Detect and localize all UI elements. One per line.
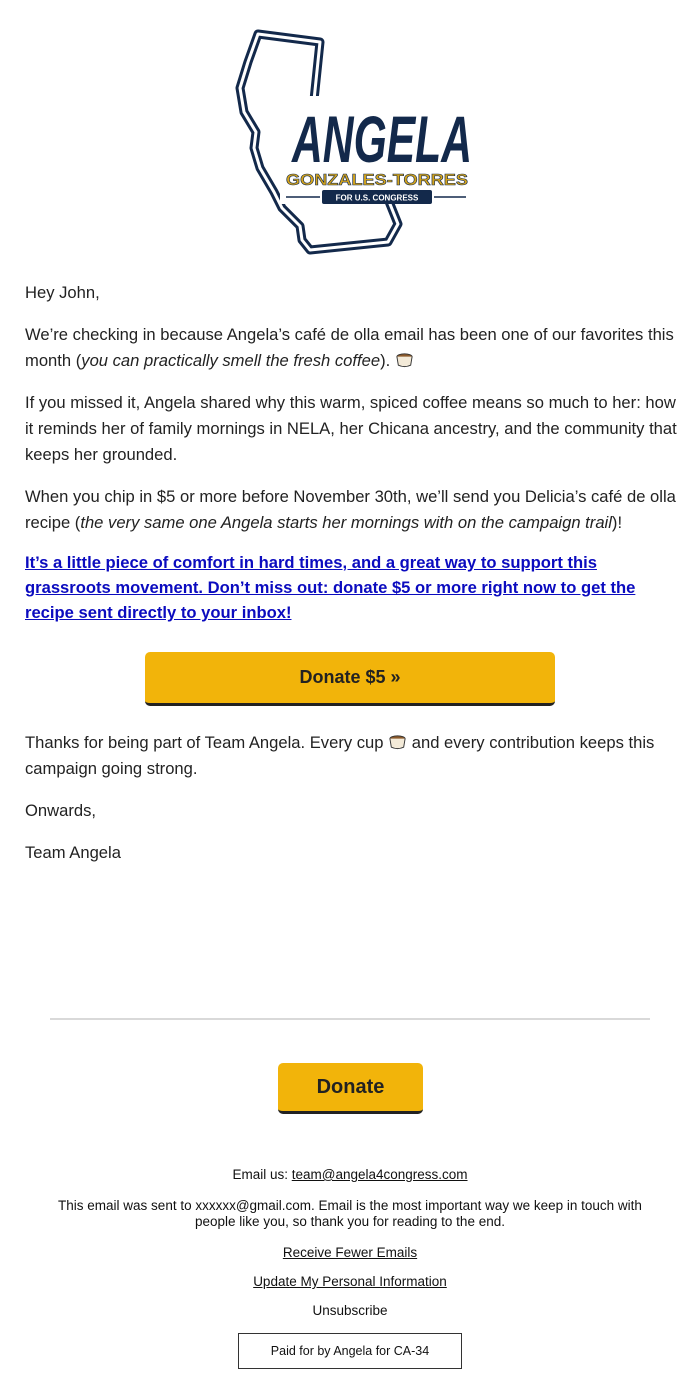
update-info-link[interactable]: Update My Personal Information	[253, 1274, 447, 1289]
paragraph-story: If you missed it, Angela shared why this warm, spiced coffee means so much to her: how it reminds her of family mornings in NELA, her Chicana ancestry, and the community that keeps her grounded.	[25, 393, 677, 464]
paragraph-offer: When you chip in $5 or more before November 30th, we’ll send you Delicia’s café de olla recipe (the very same one Angela starts her mornings with on the campaign trail)!	[25, 487, 676, 532]
contact-email-link[interactable]: team@angela4congress.com	[291, 1167, 468, 1182]
greeting: Hey John,	[25, 283, 100, 302]
receive-fewer-emails-link[interactable]: Receive Fewer Emails	[282, 1245, 418, 1260]
paragraph-intro: We’re checking in because Angela’s café de olla email has been one of our favorites this month (you can practically smell the fresh coffee).	[25, 325, 674, 370]
footer-donate-button[interactable]: Donate	[278, 1063, 423, 1114]
signature: Team Angela	[25, 843, 121, 862]
email-body	[25, 280, 680, 625]
paid-for-disclaimer: Paid for by Angela for CA-34	[238, 1333, 462, 1369]
campaign-logo	[0, 0, 700, 262]
coffee-cup-icon	[395, 350, 414, 369]
california-outline-logo	[230, 28, 470, 258]
coffee-cup-icon	[388, 732, 407, 751]
logo-surname-text: GONZALES-TORRES	[286, 172, 469, 189]
footer-divider	[50, 1018, 650, 1020]
paragraph-thanks: Thanks for being part of Team Angela. Every cup and every contribution keeps this campaign going strong.	[25, 733, 655, 778]
logo-tagline-text: FOR U.S. CONGRESS	[335, 193, 419, 203]
email-closing	[25, 730, 685, 882]
donate-5-button[interactable]: Donate $5 »	[145, 652, 555, 706]
donate-cta-link[interactable]: It’s a little piece of comfort in hard times, and a great way to support this grassroots movement. Don’t miss out: donate $5 or more right now to get the recipe sent directly to your inbox!	[25, 553, 636, 622]
logo-name-text: ANGELA	[290, 102, 472, 176]
contact-line: Email us: team@angela4congress.com	[232, 1167, 468, 1182]
footer-blurb: This email was sent to xxxxxx@gmail.com. Email is the most important way we keep in touch with people like you, so thank you for reading to the end.	[58, 1198, 642, 1229]
unsubscribe-link[interactable]: Unsubscribe	[312, 1303, 388, 1318]
signoff: Onwards,	[25, 801, 97, 820]
